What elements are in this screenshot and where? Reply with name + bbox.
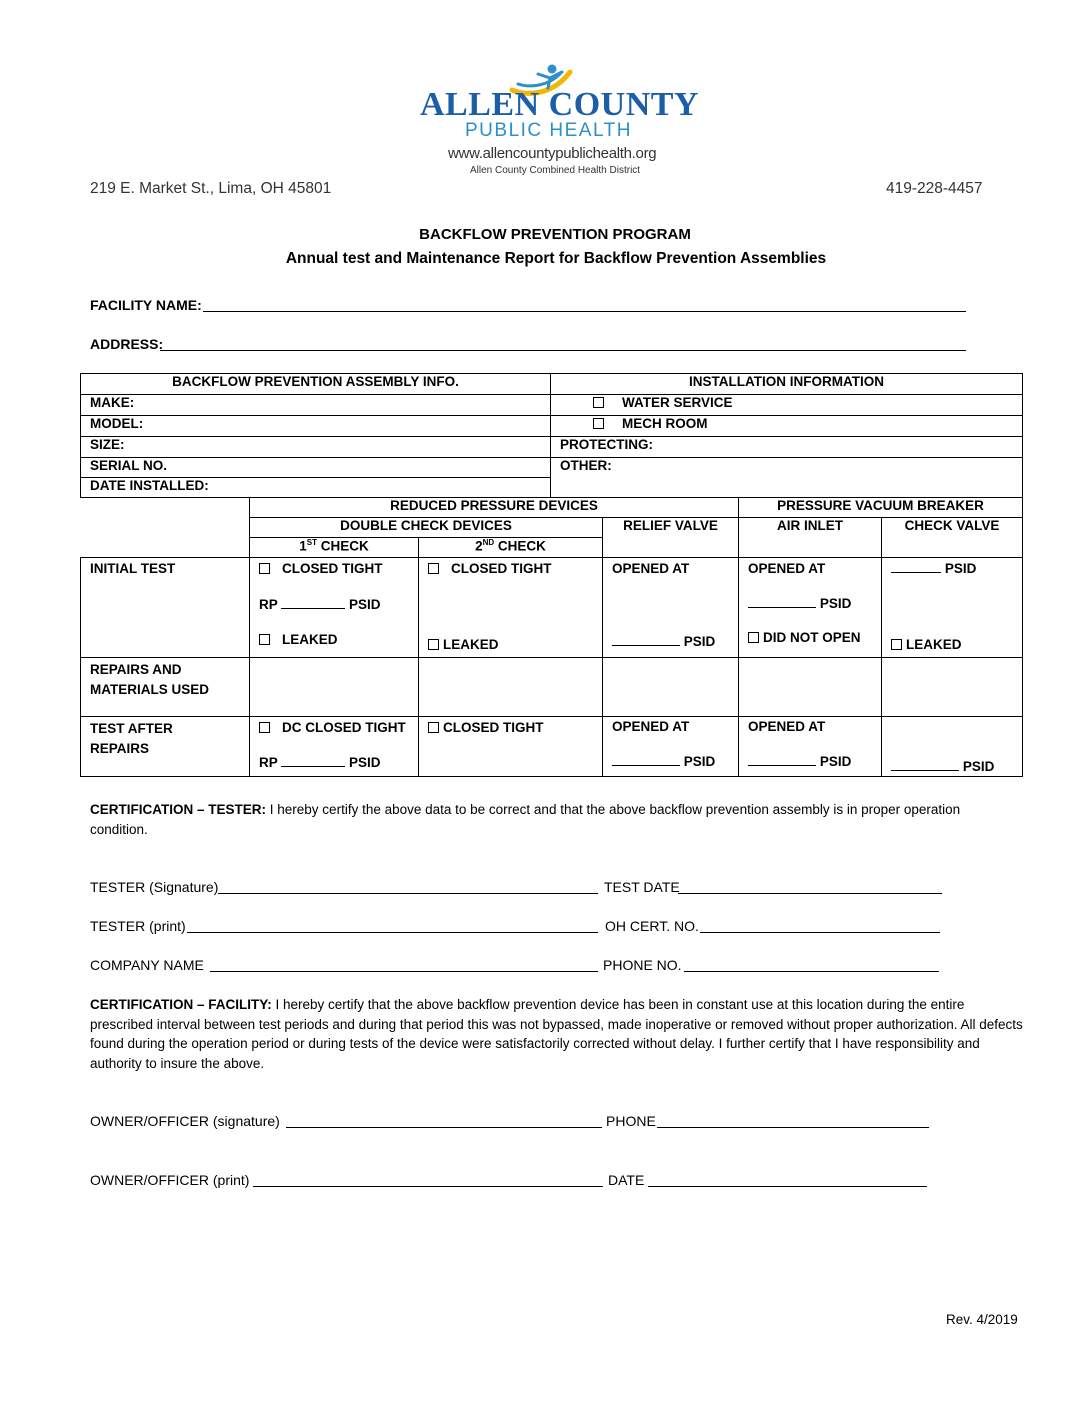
tester-print-label: TESTER (print)	[90, 918, 186, 934]
mech-room-option[interactable]	[551, 416, 1023, 437]
initial-test-label: INITIAL TEST	[81, 558, 250, 658]
after-air-inlet-psid-field[interactable]	[748, 765, 816, 766]
test-after-repairs-label: TEST AFTER REPAIRS	[81, 717, 250, 777]
page-subtitle: Annual test and Maintenance Report for Backflow Prevention Assemblies	[285, 250, 827, 267]
address-label: ADDRESS:	[90, 336, 164, 352]
logo-title: ALLEN COUNTY	[420, 86, 699, 123]
make-field[interactable]: MAKE:	[81, 395, 551, 416]
tester-print-field[interactable]	[187, 932, 598, 933]
initial-second-leaked-checkbox[interactable]	[428, 639, 439, 650]
page-title: BACKFLOW PREVENTION PROGRAM	[419, 226, 691, 243]
website: www.allencountypublichealth.org	[448, 145, 657, 162]
assembly-info-header: BACKFLOW PREVENTION ASSEMBLY INFO.	[81, 374, 551, 395]
company-name-label: COMPANY NAME	[90, 957, 204, 973]
pvb-header: PRESSURE VACUUM BREAKER	[739, 498, 1023, 518]
repairs-air-inlet-cell[interactable]	[739, 658, 882, 717]
after-relief-psid-field[interactable]	[612, 765, 680, 766]
initial-check-valve-psid-field[interactable]	[891, 572, 941, 573]
air-inlet-header: AIR INLET	[739, 518, 882, 558]
repairs-check-valve-cell[interactable]	[882, 658, 1023, 717]
repairs-relief-valve-cell[interactable]	[603, 658, 739, 717]
owner-print-label: OWNER/OFFICER (print)	[90, 1172, 250, 1188]
check-valve-leaked-checkbox[interactable]	[891, 639, 902, 650]
address-field[interactable]	[160, 350, 966, 351]
repairs-first-check-cell[interactable]	[250, 658, 419, 717]
logo	[420, 62, 700, 142]
logo-subtitle: PUBLIC HEALTH	[465, 120, 632, 141]
cert-tester-text: I hereby certify the above data to be correct and that the above backflow prevention assembly is in proper operation condition.	[90, 802, 961, 837]
model-field[interactable]: MODEL:	[81, 416, 551, 437]
installation-info-header: INSTALLATION INFORMATION	[551, 374, 1023, 395]
owner-phone-label: PHONE	[606, 1113, 656, 1129]
tester-signature-label: TESTER (Signature)	[90, 879, 219, 895]
phone-no-label: PHONE NO.	[603, 957, 682, 973]
oh-cert-label: OH CERT. NO.	[605, 918, 699, 934]
initial-rp-psid-field[interactable]	[281, 608, 345, 609]
owner-print-field[interactable]	[253, 1186, 603, 1187]
test-date-label: TEST DATE	[604, 879, 680, 895]
after-air-inlet-cell: OPENED AT PSID	[739, 717, 882, 777]
cert-facility-paragraph	[90, 995, 1030, 1073]
size-field[interactable]: SIZE:	[81, 437, 551, 458]
first-check-header: 1ST CHECK	[250, 538, 419, 558]
initial-air-inlet-cell: OPENED AT PSID DID NOT OPEN	[739, 558, 882, 658]
facility-name-label: FACILITY NAME:	[90, 297, 202, 313]
tester-signature-field[interactable]	[218, 893, 598, 894]
after-check-valve-psid-field[interactable]	[891, 770, 959, 771]
facility-name-field[interactable]	[203, 311, 966, 312]
after-first-check-cell: DC CLOSED TIGHT RP PSID	[250, 717, 419, 777]
initial-second-closed-tight-checkbox[interactable]	[428, 563, 439, 574]
initial-relief-valve-cell: OPENED AT PSID	[603, 558, 739, 658]
phone-no-field[interactable]	[684, 971, 939, 972]
relief-valve-header: RELIEF VALVE	[603, 518, 739, 558]
initial-check-valve-cell: PSID LEAKED	[882, 558, 1023, 658]
cert-facility-text: I hereby certify that the above backflow prevention device has been in constant use at this location during the entire prescribed interval between test periods and during that period this was not bypassed, made inoperative or removed without proper authorization. All defects found during the operation period or during tests of the device were satisfactorily corrected without delay. I further certify that I have responsibility and authority to insure the above.	[90, 997, 1023, 1071]
cert-facility-label: CERTIFICATION – FACILITY:	[90, 997, 272, 1012]
initial-relief-psid-field[interactable]	[612, 645, 680, 646]
owner-phone-field[interactable]	[657, 1127, 929, 1128]
initial-first-check-cell: CLOSED TIGHT RP PSID LEAKED	[250, 558, 419, 658]
after-check-valve-cell: PSID	[882, 717, 1023, 777]
protecting-field[interactable]: PROTECTING:	[551, 437, 1023, 458]
water-service-checkbox[interactable]	[593, 397, 604, 408]
phone-text: 419-228-4457	[886, 180, 983, 197]
after-second-closed-tight-checkbox[interactable]	[428, 722, 439, 733]
double-check-header: DOUBLE CHECK DEVICES	[250, 518, 603, 538]
revision-label: Rev. 4/2019	[946, 1312, 1018, 1327]
initial-second-check-cell: CLOSED TIGHT LEAKED	[419, 558, 603, 658]
repairs-label: REPAIRS AND MATERIALS USED	[81, 658, 250, 717]
initial-first-leaked-checkbox[interactable]	[259, 634, 270, 645]
owner-signature-field[interactable]	[286, 1127, 602, 1128]
owner-date-field[interactable]	[648, 1186, 927, 1187]
dc-closed-tight-checkbox[interactable]	[259, 722, 270, 733]
date-installed-field[interactable]: DATE INSTALLED:	[81, 478, 551, 498]
owner-signature-label: OWNER/OFFICER (signature)	[90, 1113, 280, 1129]
reduced-pressure-header: REDUCED PRESSURE DEVICES	[250, 498, 739, 518]
did-not-open-checkbox[interactable]	[748, 632, 759, 643]
assembly-info-table	[80, 373, 1023, 498]
after-second-check-cell: CLOSED TIGHT	[419, 717, 603, 777]
test-date-field[interactable]	[678, 893, 942, 894]
cert-tester-label: CERTIFICATION – TESTER:	[90, 802, 267, 817]
after-relief-valve-cell: OPENED AT PSID	[603, 717, 739, 777]
repairs-second-check-cell[interactable]	[419, 658, 603, 717]
mech-room-label: MECH ROOM	[622, 416, 708, 431]
owner-date-label: DATE	[608, 1172, 645, 1188]
address-text: 219 E. Market St., Lima, OH 45801	[90, 180, 332, 197]
test-results-table	[80, 497, 1023, 777]
initial-first-closed-tight-checkbox[interactable]	[259, 563, 270, 574]
other-field[interactable]: OTHER:	[551, 458, 1023, 498]
company-name-field[interactable]	[210, 971, 598, 972]
water-service-label: WATER SERVICE	[622, 395, 733, 410]
district-name: Allen County Combined Health District	[470, 165, 641, 176]
water-service-option[interactable]	[551, 395, 1023, 416]
second-check-header: 2ND CHECK	[419, 538, 603, 558]
initial-air-inlet-psid-field[interactable]	[748, 607, 816, 608]
cert-tester-paragraph	[90, 800, 990, 839]
after-rp-psid-field[interactable]	[281, 766, 345, 767]
oh-cert-field[interactable]	[700, 932, 940, 933]
serial-field[interactable]: SERIAL NO.	[81, 458, 551, 478]
check-valve-header: CHECK VALVE	[882, 518, 1023, 558]
mech-room-checkbox[interactable]	[593, 418, 604, 429]
